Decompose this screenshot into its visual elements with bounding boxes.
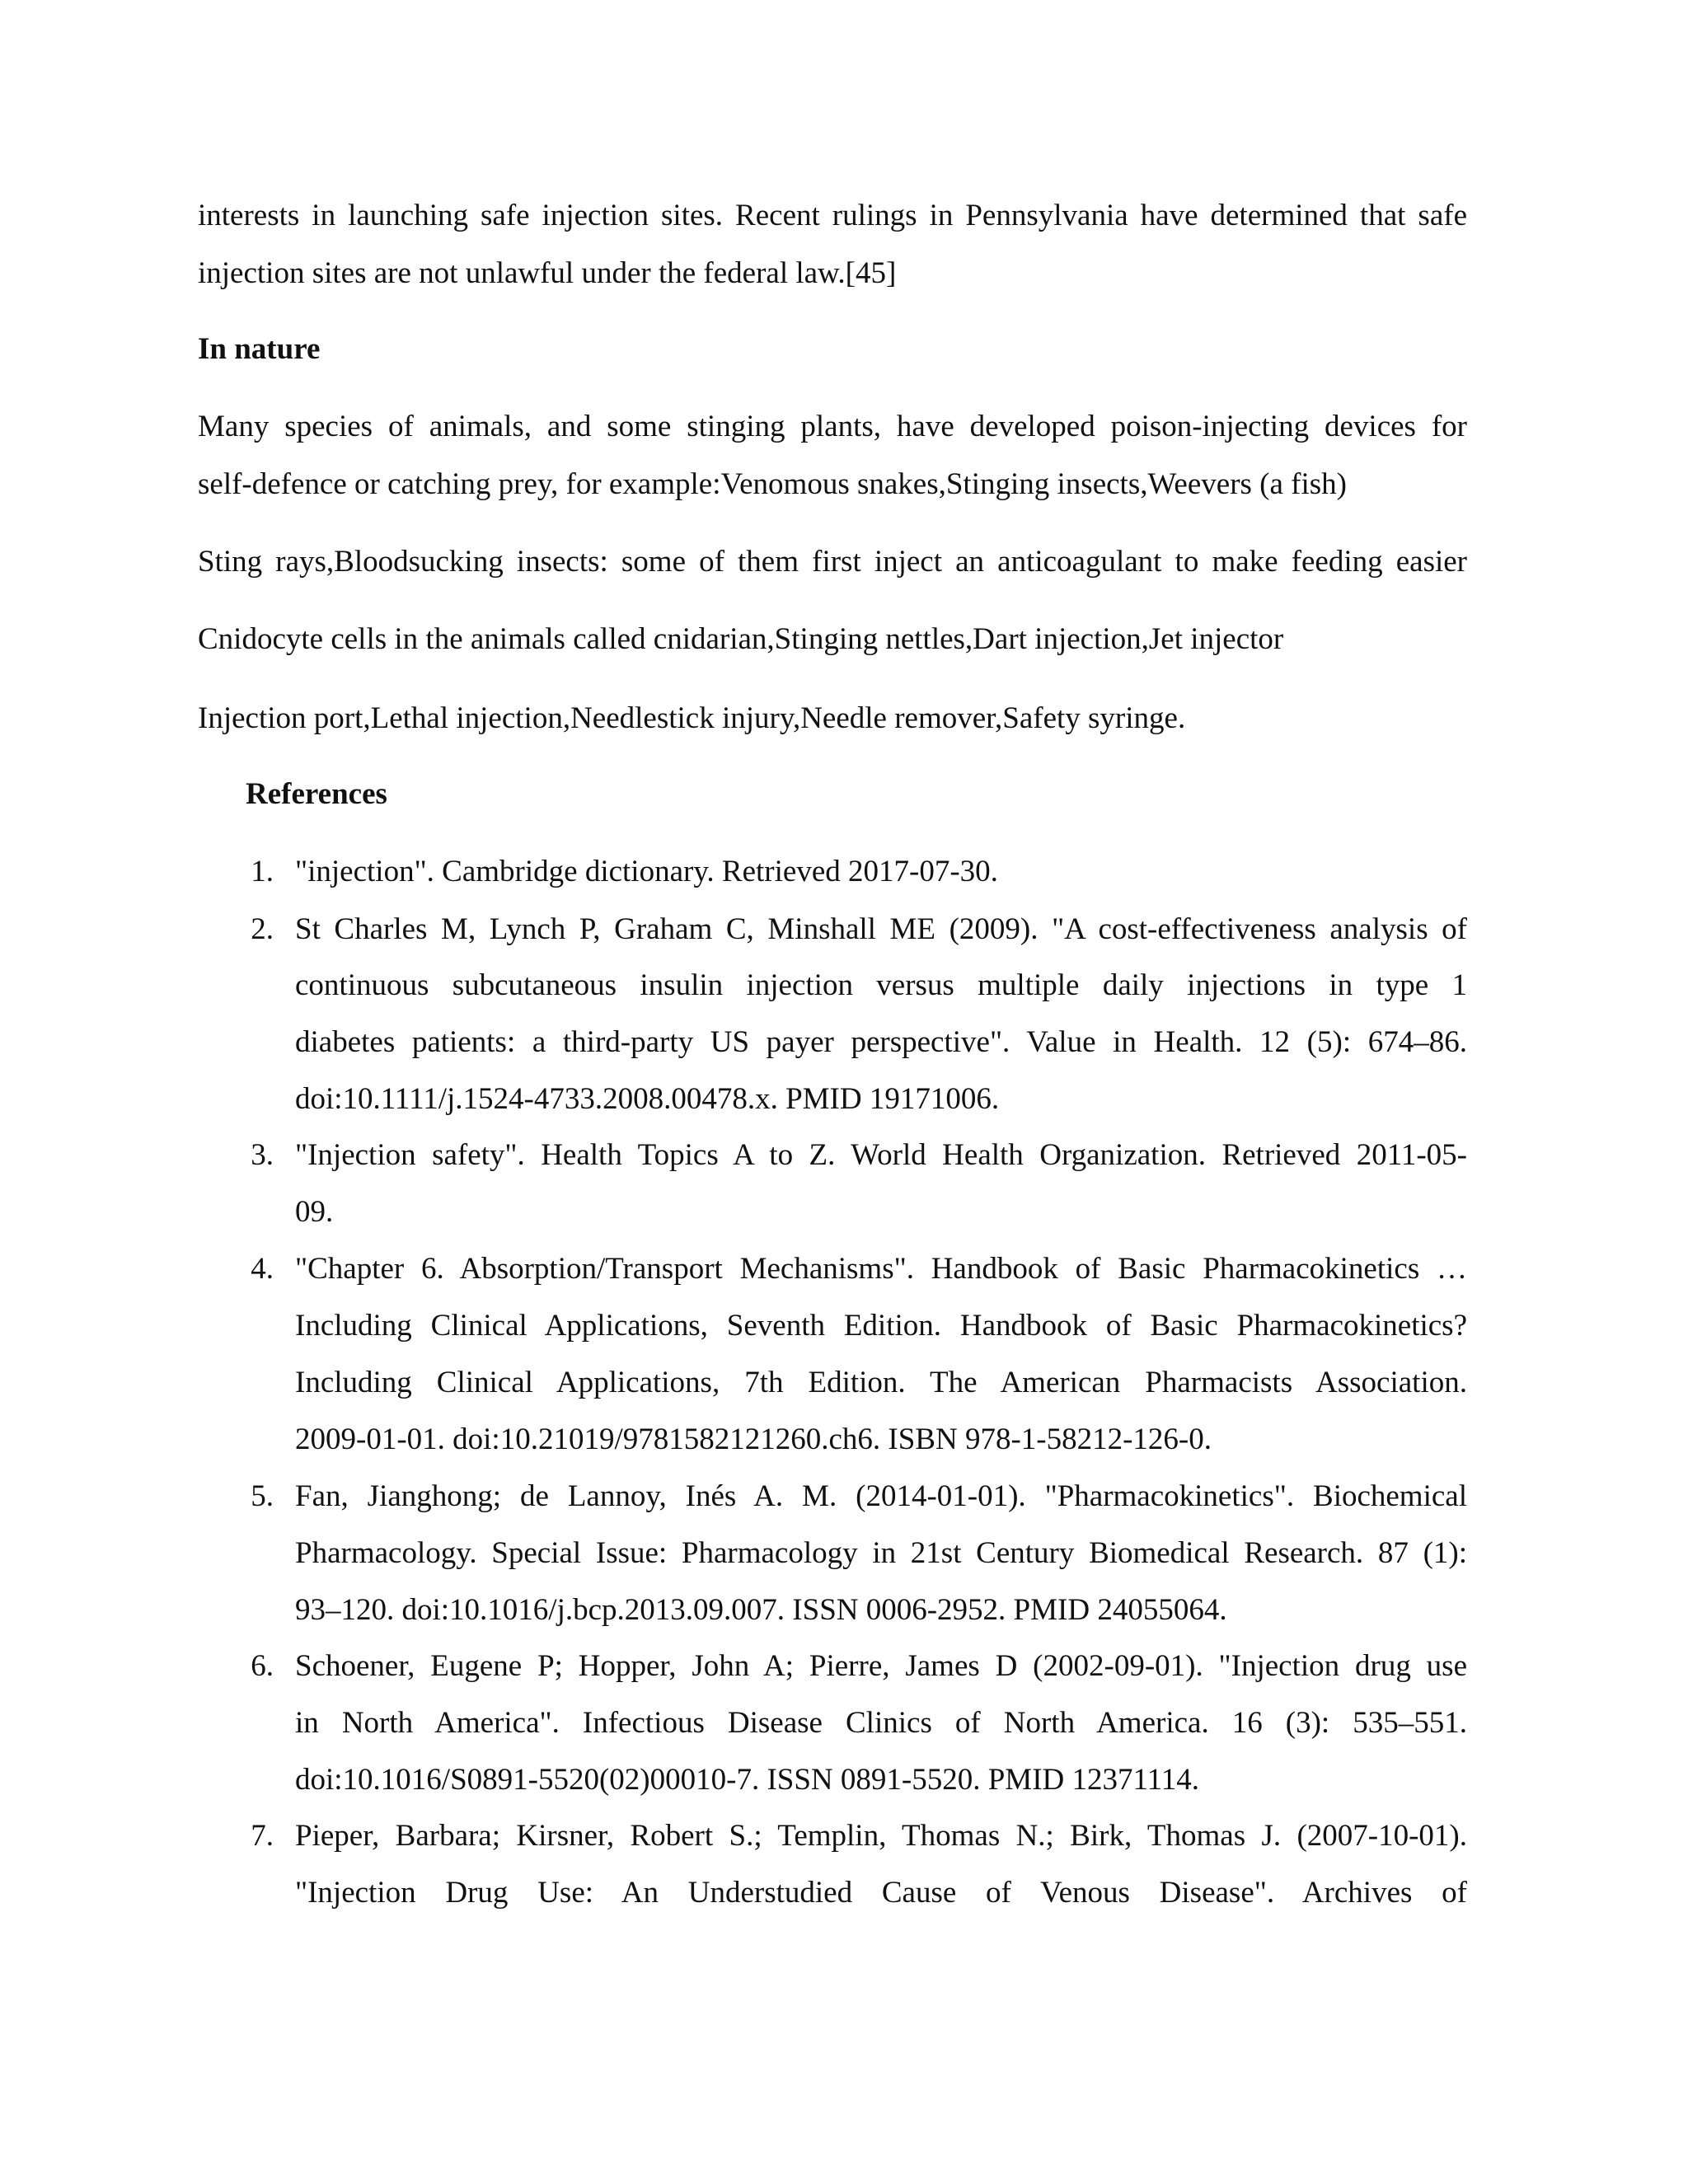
reference-1-line-1: "injection". Cambridge dictionary. Retrieved 2017-07-30. <box>295 855 998 888</box>
reference-number-2: 2. <box>251 912 274 946</box>
reference-2-line-2: continuous subcutaneous insulin injection versus multiple daily injections in type 1 <box>295 968 1467 1002</box>
nature-line-4: Cnidocyte cells in the animals called cnidarian,Stinging nettles,Dart injection,Jet injector <box>198 622 1284 656</box>
reference-7-line-1: Pieper, Barbara; Kirsner, Robert S.; Templin, Thomas N.; Birk, Thomas J. (2007-10-01). <box>295 1819 1467 1853</box>
reference-2-line-1: St Charles M, Lynch P, Graham C, Minshall ME (2009). "A cost-effectiveness analysis of <box>295 912 1467 946</box>
reference-6-line-3: doi:10.1016/S0891-5520(02)00010-7. ISSN 0891-5520. PMID 12371114. <box>295 1763 1199 1797</box>
reference-6-line-2: in North America". Infectious Disease Clinics of North America. 16 (3): 535–551. <box>295 1706 1467 1740</box>
reference-5-line-3: 93–120. doi:10.1016/j.bcp.2013.09.007. ISSN 0006-2952. PMID 24055064. <box>295 1593 1227 1627</box>
reference-2-line-3: diabetes patients: a third-party US payer perspective". Value in Health. 12 (5): 674–86. <box>295 1025 1467 1059</box>
reference-5-line-1: Fan, Jianghong; de Lannoy, Inés A. M. (2014-01-01). "Pharmacokinetics". Biochemical <box>295 1479 1467 1513</box>
reference-number-3: 3. <box>251 1138 274 1172</box>
reference-4-line-2: Including Clinical Applications, Seventh Edition. Handbook of Basic Pharmacokinetics? <box>295 1309 1467 1343</box>
nature-line-1: Many species of animals, and some stinging plants, have developed poison-injecting devices for <box>198 410 1467 443</box>
section-heading-in-nature: In nature <box>198 332 321 366</box>
intro-line-2: injection sites are not unlawful under the federal law.[45] <box>198 256 897 290</box>
section-heading-references: References <box>246 777 387 811</box>
reference-number-7: 7. <box>251 1819 274 1853</box>
reference-6-line-1: Schoener, Eugene P; Hopper, John A; Pierre, James D (2002-09-01). "Injection drug use <box>295 1649 1467 1683</box>
nature-line-5: Injection port,Lethal injection,Needlestick injury,Needle remover,Safety syringe. <box>198 701 1186 735</box>
reference-3-line-1: "Injection safety". Health Topics A to Z. World Health Organization. Retrieved 2011-05- <box>295 1138 1467 1172</box>
reference-4-line-1: "Chapter 6. Absorption/Transport Mechanisms". Handbook of Basic Pharmacokinetics … <box>295 1252 1467 1286</box>
reference-5-line-2: Pharmacology. Special Issue: Pharmacology in 21st Century Biomedical Research. 87 (1): <box>295 1536 1467 1570</box>
reference-7-line-2: "Injection Drug Use: An Understudied Cause of Venous Disease". Archives of <box>295 1876 1467 1910</box>
reference-number-1: 1. <box>251 855 274 888</box>
reference-4-line-3: Including Clinical Applications, 7th Edition. The American Pharmacists Association. <box>295 1366 1467 1399</box>
reference-number-4: 4. <box>251 1252 274 1286</box>
nature-line-3: Sting rays,Bloodsucking insects: some of them first inject an anticoagulant to make feeding easier <box>198 545 1467 579</box>
intro-line-1: interests in launching safe injection sites. Recent rulings in Pennsylvania have determined that safe <box>198 199 1467 232</box>
reference-number-6: 6. <box>251 1649 274 1683</box>
reference-3-line-2: 09. <box>295 1195 334 1229</box>
reference-number-5: 5. <box>251 1479 274 1513</box>
reference-4-line-4: 2009-01-01. doi:10.21019/9781582121260.ch6. ISBN 978-1-58212-126-0. <box>295 1422 1212 1456</box>
reference-2-line-4: doi:10.1111/j.1524-4733.2008.00478.x. PMID 19171006. <box>295 1082 1000 1116</box>
nature-line-2: self-defence or catching prey, for example:Venomous snakes,Stinging insects,Weevers (a fish) <box>198 467 1347 501</box>
